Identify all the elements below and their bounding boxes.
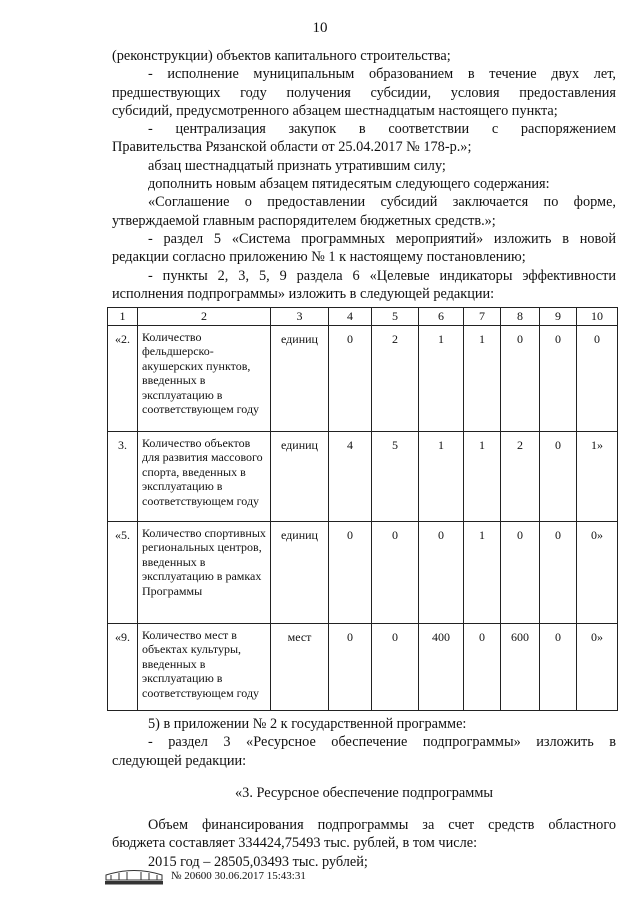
row-number: 3. bbox=[108, 432, 138, 522]
value-cell: 0 bbox=[577, 326, 618, 432]
paragraph-line: абзац шестнадцатый признать утратившим силу; bbox=[148, 157, 446, 174]
row-number: «5. bbox=[108, 522, 138, 624]
value-cell: 0» bbox=[577, 522, 618, 624]
value-cell: 0 bbox=[419, 522, 464, 624]
unit-cell: единиц bbox=[271, 522, 329, 624]
value-cell: 0 bbox=[540, 326, 577, 432]
page-number: 10 bbox=[312, 20, 328, 36]
paragraph-line: Правительства Рязанской области от 25.04.2017 № 178-р.»; bbox=[112, 139, 472, 156]
document-stamp bbox=[103, 866, 306, 886]
value-cell: 1 bbox=[419, 432, 464, 522]
value-cell: 1» bbox=[577, 432, 618, 522]
value-cell: 0 bbox=[540, 624, 577, 711]
paragraph-line: (реконструкции) объектов капитального строительства; bbox=[112, 48, 451, 64]
row-number: «9. bbox=[108, 624, 138, 711]
paragraph-line: - раздел 5 «Система программных мероприятий» изложить в новой bbox=[148, 230, 616, 247]
value-cell: 0 bbox=[540, 522, 577, 624]
paragraph-line: «Соглашение о предоставлении субсидий заключается по форме, bbox=[148, 194, 616, 211]
paragraph-line: следующей редакции: bbox=[112, 752, 247, 769]
row-number: «2. bbox=[108, 326, 138, 432]
header-cell: 7 bbox=[464, 308, 501, 326]
value-cell: 0 bbox=[501, 522, 540, 624]
value-cell: 0 bbox=[329, 522, 372, 624]
header-cell: 5 bbox=[372, 308, 419, 326]
value-cell: 0» bbox=[577, 624, 618, 711]
indicator-name: Количество спортивных региональных центров, введенных в эксплуатацию в рамках Программы bbox=[138, 522, 271, 624]
value-cell: 1 bbox=[419, 326, 464, 432]
value-cell: 5 bbox=[372, 432, 419, 522]
paragraph-line: - раздел 3 «Ресурсное обеспечение подпрограммы» изложить в bbox=[148, 734, 616, 751]
paragraph-line: - централизация закупок в соответствии с распоряжением bbox=[148, 121, 616, 138]
value-cell: 0 bbox=[501, 326, 540, 432]
indicator-name: Количество объектов для развития массового спорта, введенных в эксплуатацию в соответствующем году bbox=[138, 432, 271, 522]
paragraph-line: исполнения подпрограммы» изложить в следующей редакции: bbox=[112, 285, 495, 302]
paragraph-line: Объем финансирования подпрограммы за счет средств областного bbox=[148, 817, 616, 834]
header-cell: 1 bbox=[108, 308, 138, 326]
indicator-name: Количество мест в объектах культуры, введенных в эксплуатацию в соответствующем году bbox=[138, 624, 271, 711]
indicators-table bbox=[107, 307, 618, 711]
table-header-row bbox=[108, 308, 618, 326]
paragraph-line: дополнить новым абзацем пятидесятым следующего содержания: bbox=[148, 176, 550, 193]
header-cell: 10 bbox=[577, 308, 618, 326]
section-heading: «3. Ресурсное обеспечение подпрограммы bbox=[235, 784, 493, 801]
unit-cell: единиц bbox=[271, 432, 329, 522]
paragraph-line: - исполнение муниципальным образованием в течение двух лет, bbox=[148, 66, 616, 83]
header-cell: 4 bbox=[329, 308, 372, 326]
header-cell: 3 bbox=[271, 308, 329, 326]
paragraph-line: бюджета составляет 334424,75493 тыс. рублей, в том числе: bbox=[112, 835, 478, 852]
government-seal-logo bbox=[103, 867, 165, 885]
value-cell: 4 bbox=[329, 432, 372, 522]
header-cell: 2 bbox=[138, 308, 271, 326]
paragraph-line: предшествующих году получения субсидии, условия предоставления bbox=[112, 84, 616, 101]
value-cell: 1 bbox=[464, 432, 501, 522]
table-row bbox=[108, 522, 618, 624]
value-cell: 2 bbox=[372, 326, 419, 432]
paragraph-line: - пункты 2, 3, 5, 9 раздела 6 «Целевые индикаторы эффективности bbox=[148, 267, 616, 284]
paragraph-line: 5) в приложении № 2 к государственной программе: bbox=[148, 716, 467, 732]
value-cell: 0 bbox=[464, 624, 501, 711]
paragraph-line: утверждаемой главным распорядителем бюджетных средств.»; bbox=[112, 212, 496, 229]
paragraph-line: субсидий, предусмотренного абзацем шестнадцатым настоящего пункта; bbox=[112, 102, 558, 119]
table-row bbox=[108, 432, 618, 522]
value-cell: 0 bbox=[372, 624, 419, 711]
registration-stamp: № 20600 30.06.2017 15:43:31 bbox=[171, 870, 306, 882]
header-cell: 9 bbox=[540, 308, 577, 326]
header-cell: 6 bbox=[419, 308, 464, 326]
value-cell: 1 bbox=[464, 326, 501, 432]
unit-cell: мест bbox=[271, 624, 329, 711]
value-cell: 0 bbox=[329, 624, 372, 711]
value-cell: 0 bbox=[329, 326, 372, 432]
indicator-name: Количество фельдшерско-акушерских пунктов, введенных в эксплуатацию в соответствующем году bbox=[138, 326, 271, 432]
table-row bbox=[108, 624, 618, 711]
value-cell: 0 bbox=[372, 522, 419, 624]
value-cell: 2 bbox=[501, 432, 540, 522]
value-cell: 0 bbox=[540, 432, 577, 522]
value-cell: 1 bbox=[464, 522, 501, 624]
paragraph-line: 2015 год – 28505,03493 тыс. рублей; bbox=[148, 853, 368, 870]
table-row bbox=[108, 326, 618, 432]
header-cell: 8 bbox=[501, 308, 540, 326]
unit-cell: единиц bbox=[271, 326, 329, 432]
document-body bbox=[112, 47, 616, 303]
value-cell: 600 bbox=[501, 624, 540, 711]
document-body-continued bbox=[112, 715, 616, 871]
value-cell: 400 bbox=[419, 624, 464, 711]
paragraph-line: редакции согласно приложению № 1 к настоящему постановлению; bbox=[112, 249, 526, 266]
